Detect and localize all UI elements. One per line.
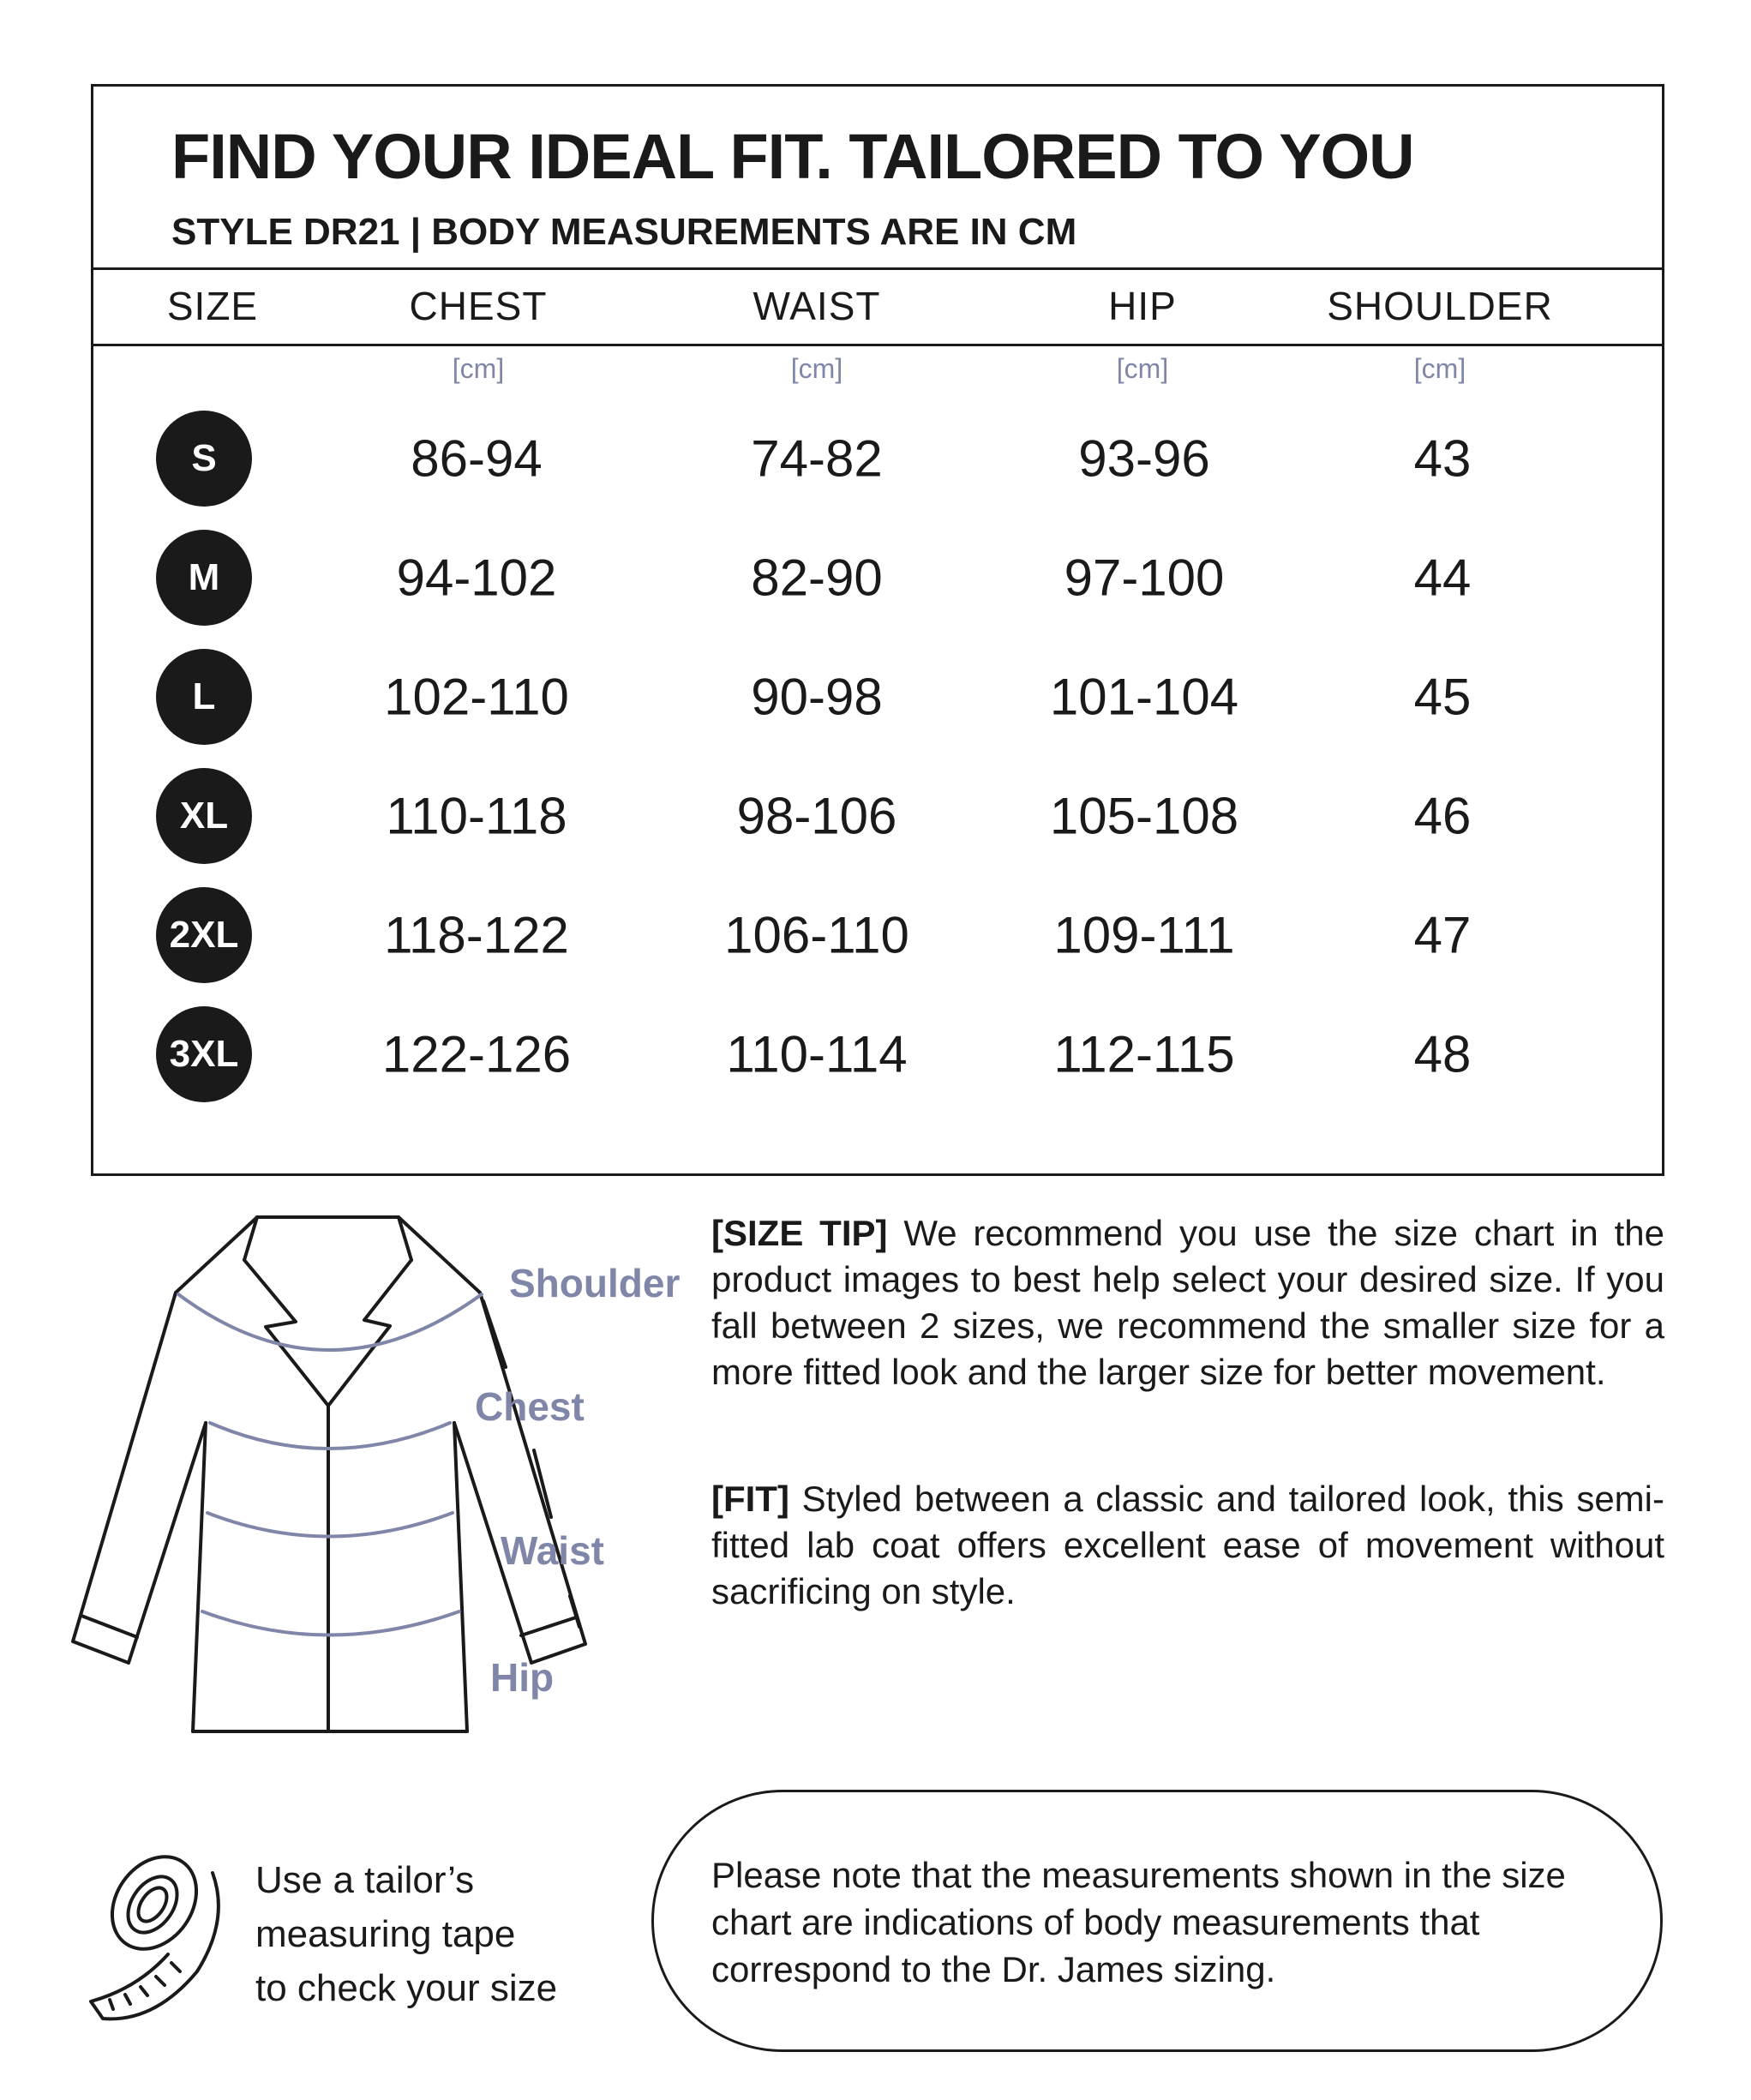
cell-hip-3xl: 112-115 xyxy=(1053,1025,1235,1083)
cell-shoulder-xl: 46 xyxy=(1413,787,1472,845)
cell-shoulder-s: 43 xyxy=(1413,429,1472,488)
column-header-hip: HIP xyxy=(1108,284,1177,328)
cell-shoulder-2xl: 47 xyxy=(1413,906,1472,964)
cell-shoulder-m: 44 xyxy=(1413,549,1472,607)
left-sleeve-outline xyxy=(73,1293,206,1663)
tape-line-3: to check your size xyxy=(255,1967,558,2009)
size-badge-2xl: 2XL xyxy=(156,887,252,983)
unit-label-waist: [cm] xyxy=(790,353,843,384)
cell-hip-2xl: 109-111 xyxy=(1053,906,1235,964)
hip-measure-line xyxy=(202,1611,459,1635)
cell-chest-m: 94-102 xyxy=(396,549,557,607)
cell-hip-m: 97-100 xyxy=(1064,549,1225,607)
header-divider-bottom xyxy=(91,344,1664,346)
fit-label: [FIT] xyxy=(711,1479,789,1519)
size-badge-l: L xyxy=(156,649,252,745)
cell-shoulder-3xl: 48 xyxy=(1413,1025,1472,1083)
fit-text: Styled between a classic and tailored look, this semi-fitted lab coat offers excellent ease of movement without sacrificing on style. xyxy=(711,1479,1664,1611)
size-badge-3xl: 3XL xyxy=(156,1006,252,1102)
cell-hip-s: 93-96 xyxy=(1078,429,1210,488)
unit-label-chest: [cm] xyxy=(452,353,505,384)
unit-label-shoulder: [cm] xyxy=(1413,353,1466,384)
cell-chest-s: 86-94 xyxy=(411,429,543,488)
left-lapel-outline xyxy=(244,1260,328,1406)
size-tip-paragraph xyxy=(711,1210,1664,1395)
column-header-chest: CHEST xyxy=(409,284,548,328)
size-tip-label: [SIZE TIP] xyxy=(711,1213,888,1253)
cell-waist-l: 90-98 xyxy=(751,668,883,726)
right-lapel-outline xyxy=(328,1260,411,1406)
note-text: Please note that the measurements shown in the size chart are indications of body measurements that correspond to the Dr. James sizing. xyxy=(711,1855,1566,1989)
page-subtitle: STYLE DR21 | BODY MEASUREMENTS ARE IN CM xyxy=(171,211,1077,253)
cell-chest-3xl: 122-126 xyxy=(381,1025,572,1083)
column-header-size: SIZE xyxy=(166,284,259,328)
cell-waist-3xl: 110-114 xyxy=(726,1025,908,1083)
tape-line-1: Use a tailor’s xyxy=(255,1859,475,1901)
cell-waist-s: 74-82 xyxy=(751,429,883,488)
shoulder-measure-line xyxy=(178,1294,482,1350)
right-sleeve-outline xyxy=(454,1293,585,1663)
tape-line-2: measuring tape xyxy=(255,1913,516,1955)
fit-paragraph xyxy=(711,1476,1664,1615)
measuring-tape-icon xyxy=(86,1843,231,2031)
unit-label-hip: [cm] xyxy=(1116,353,1169,384)
label-hip: Hip xyxy=(490,1655,555,1700)
column-header-waist: WAIST xyxy=(753,284,881,328)
header-divider-top xyxy=(91,267,1664,270)
cell-hip-l: 101-104 xyxy=(1049,668,1239,726)
column-header-shoulder: SHOULDER xyxy=(1327,284,1553,328)
collar-outline xyxy=(257,1217,411,1260)
cell-waist-2xl: 106-110 xyxy=(724,906,909,964)
cell-chest-l: 102-110 xyxy=(384,668,569,726)
size-tip-text: We recommend you use the size chart in the product images to best help select your desired size. If you fall between 2 sizes, we recommend the smaller size for a more fitted look and the larger size for better movement. xyxy=(711,1213,1664,1392)
label-waist: Waist xyxy=(501,1528,604,1573)
cell-hip-xl: 105-108 xyxy=(1049,787,1239,845)
cell-waist-xl: 98-106 xyxy=(736,787,897,845)
tape-instructions xyxy=(255,1853,615,2015)
size-badge-s: S xyxy=(156,411,252,507)
size-badge-xl: XL xyxy=(156,768,252,864)
cell-chest-2xl: 118-122 xyxy=(384,906,569,964)
page-title: FIND YOUR IDEAL FIT. TAILORED TO YOU xyxy=(171,121,1414,192)
label-shoulder: Shoulder xyxy=(509,1261,681,1305)
cell-shoulder-l: 45 xyxy=(1413,668,1472,726)
cell-waist-m: 82-90 xyxy=(751,549,883,607)
cell-chest-xl: 110-118 xyxy=(386,787,567,845)
size-badge-m: M xyxy=(156,530,252,626)
label-chest: Chest xyxy=(475,1384,585,1429)
